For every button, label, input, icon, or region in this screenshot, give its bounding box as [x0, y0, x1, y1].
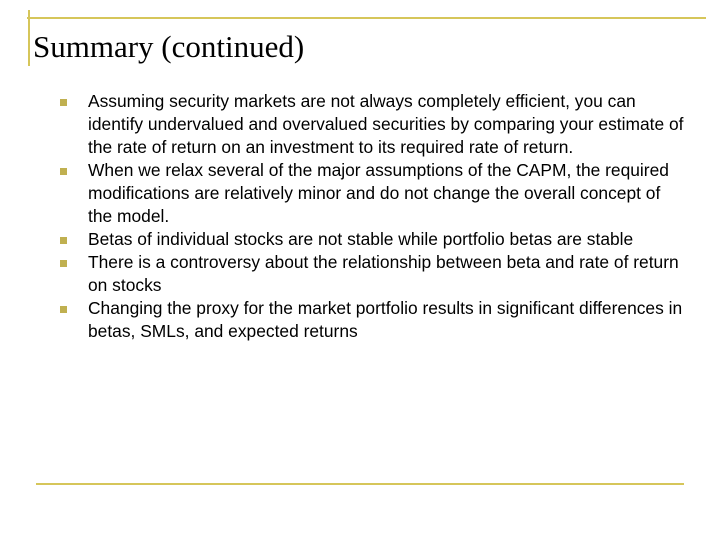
bullet-text: When we relax several of the major assumptions of the CAPM, the required modifications are relatively minor and do not change the overall concept of the model. — [88, 160, 669, 226]
bullet-item — [48, 159, 688, 228]
bullet-text: Changing the proxy for the market portfolio results in significant differences in betas, SMLs, and expected returns — [88, 298, 683, 341]
top-rule — [27, 17, 706, 19]
square-bullet-icon — [60, 237, 67, 244]
bullet-text: Assuming security markets are not always completely efficient, you can identify undervalued and overvalued securities by comparing your estimate of the rate of return on an investment to its required rate of return. — [88, 91, 684, 157]
left-rule — [28, 10, 30, 66]
bullet-item — [48, 297, 688, 343]
square-bullet-icon — [60, 260, 67, 267]
bullet-item — [48, 251, 688, 297]
bullet-item — [48, 90, 688, 159]
bullet-text: Betas of individual stocks are not stable while portfolio betas are stable — [88, 229, 634, 249]
bottom-rule — [36, 483, 684, 485]
slide-title: Summary (continued) — [33, 29, 305, 64]
bullet-item — [48, 228, 688, 251]
bullet-list — [48, 90, 688, 343]
square-bullet-icon — [60, 306, 67, 313]
square-bullet-icon — [60, 99, 67, 106]
bullet-text: There is a controversy about the relationship between beta and rate of return on stocks — [88, 252, 679, 295]
square-bullet-icon — [60, 168, 67, 175]
